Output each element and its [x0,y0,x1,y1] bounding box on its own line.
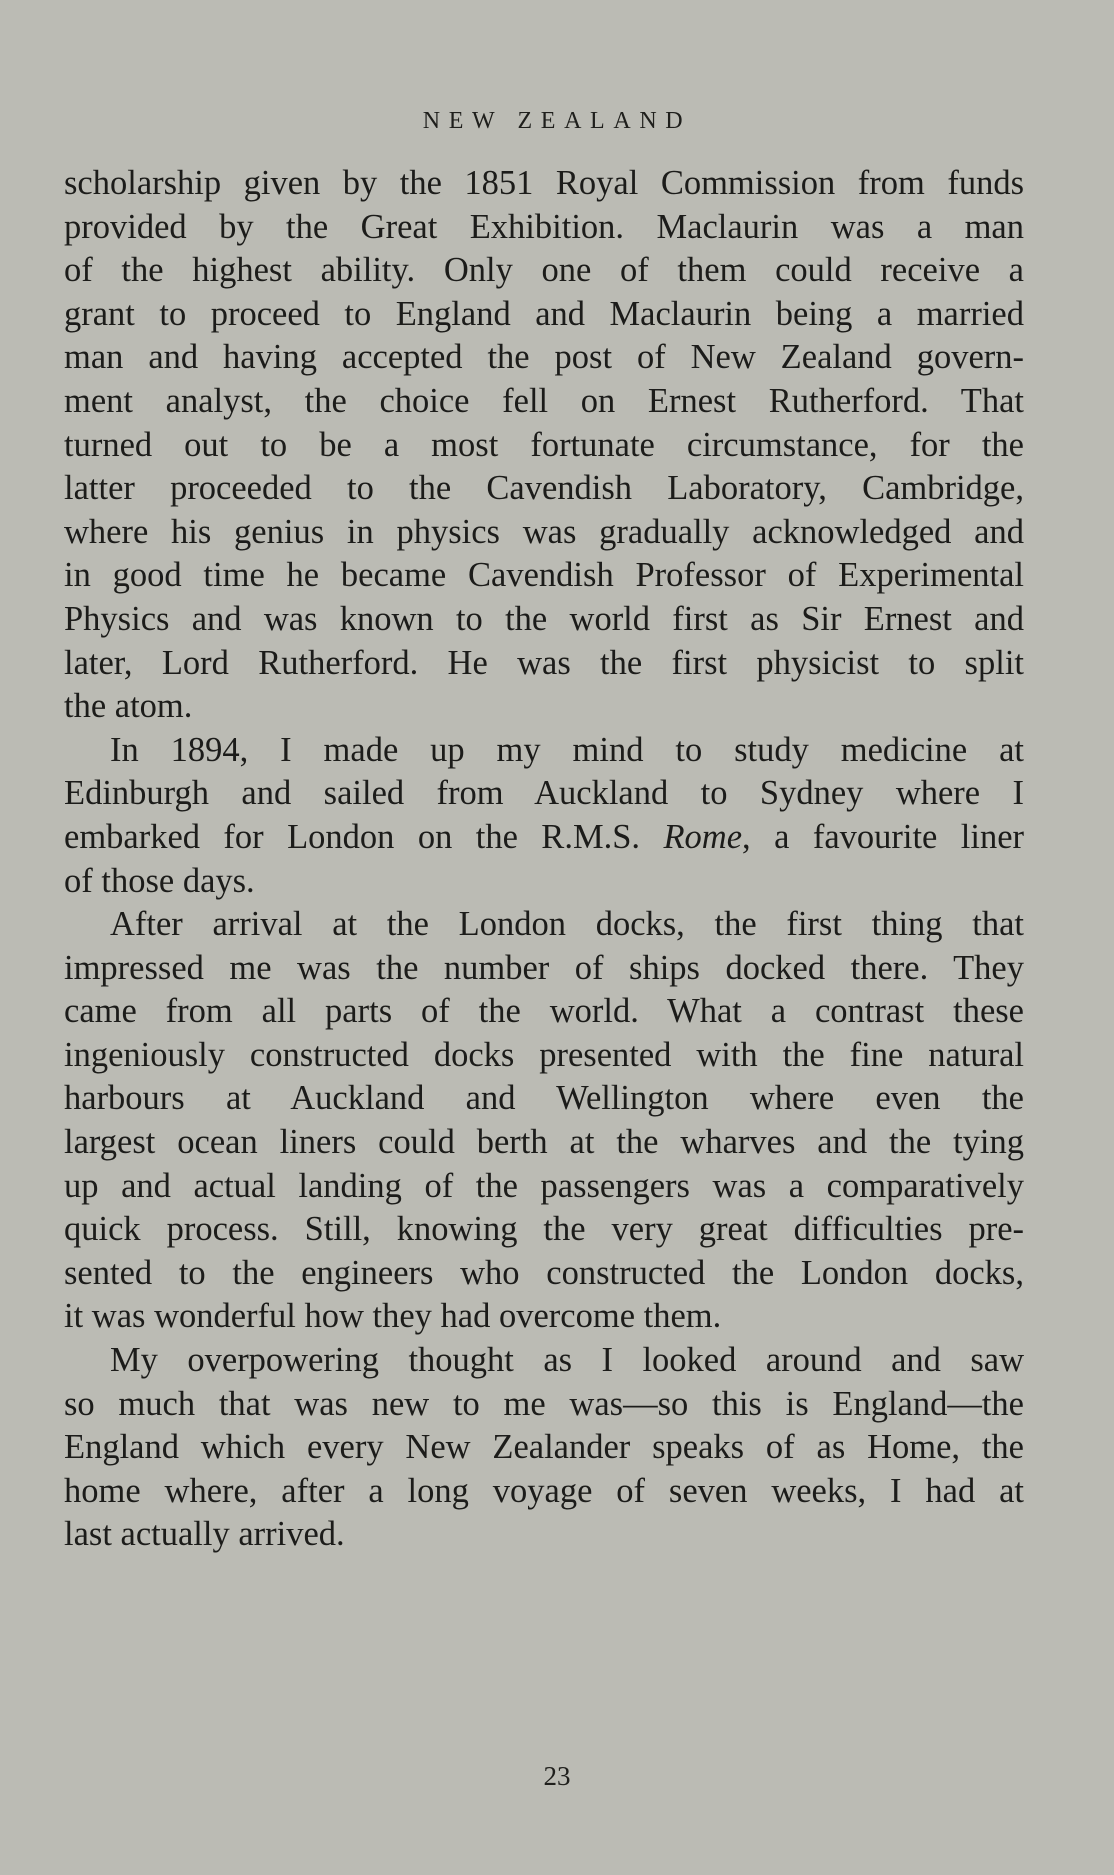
text-line: My overpowering thought as I looked around and saw [110,1341,1024,1380]
text-line: In 1894, I made up my mind to study medicine at [110,730,1024,769]
text-line: After arrival at the London docks, the first thing that [110,905,1024,944]
text-line: quick process. Still, knowing the very great difficulties pre- [64,1210,1024,1249]
text-line: Edinburgh and sailed from Auckland to Sydney where I [64,774,1024,813]
text-line: in good time he became Cavendish Professor of Experimental [64,556,1024,595]
text-line: impressed me was the number of ships docked there. They [64,948,1024,987]
page-number: 23 [543,1761,571,1791]
text-line: later, Lord Rutherford. He was the first physicist to split [64,643,1024,682]
text-line: last actually arrived. [64,1515,345,1554]
text-line: home where, after a long voyage of seven weeks, I had at [64,1471,1024,1510]
paragraph [64,903,1024,1339]
text-line: up and actual landing of the passengers was a comparatively [64,1166,1024,1205]
text-line: grant to proceed to England and Maclaurin being a married [64,294,1024,333]
text-line: ingeniously constructed docks presented with the fine natural [64,1035,1024,1074]
text-line: harbours at Auckland and Wellington where even the [64,1079,1024,1118]
text-line: England which every New Zealander speaks of as Home, the [64,1428,1024,1467]
paragraph [64,162,1024,729]
text-line: the atom. [64,687,193,726]
text-line: provided by the Great Exhibition. Maclaurin was a man [64,207,1024,246]
paragraph [64,1339,1024,1557]
text-line: scholarship given by the 1851 Royal Commission from funds [64,164,1024,202]
text-line: embarked for London on the R.M.S. Rome, a favourite liner [64,817,1024,856]
paragraph [64,729,1024,903]
text-line: Physics and was known to the world first as Sir Ernest and [64,599,1024,638]
text-line: where his genius in physics was gradually acknowledged and [64,512,1024,551]
text-line: man and having accepted the post of New Zealand govern- [64,338,1024,377]
running-head: NEW ZEALAND [422,108,692,134]
body-text [64,162,1024,1557]
text-line: came from all parts of the world. What a contrast these [64,992,1024,1031]
text-line: turned out to be a most fortunate circumstance, for the [64,425,1024,464]
text-line: of the highest ability. Only one of them could receive a [64,251,1024,290]
text-line: sented to the engineers who constructed the London docks, [64,1253,1024,1292]
text-line: largest ocean liners could berth at the wharves and the tying [64,1123,1024,1162]
text-line: ment analyst, the choice fell on Ernest Rutherford. That [64,381,1024,420]
text-line: latter proceeded to the Cavendish Laboratory, Cambridge, [64,469,1024,508]
text-line: so much that was new to me was—so this is England—the [64,1384,1024,1423]
text-line: of those days. [64,861,255,900]
text-line: it was wonderful how they had overcome them. [64,1297,722,1336]
